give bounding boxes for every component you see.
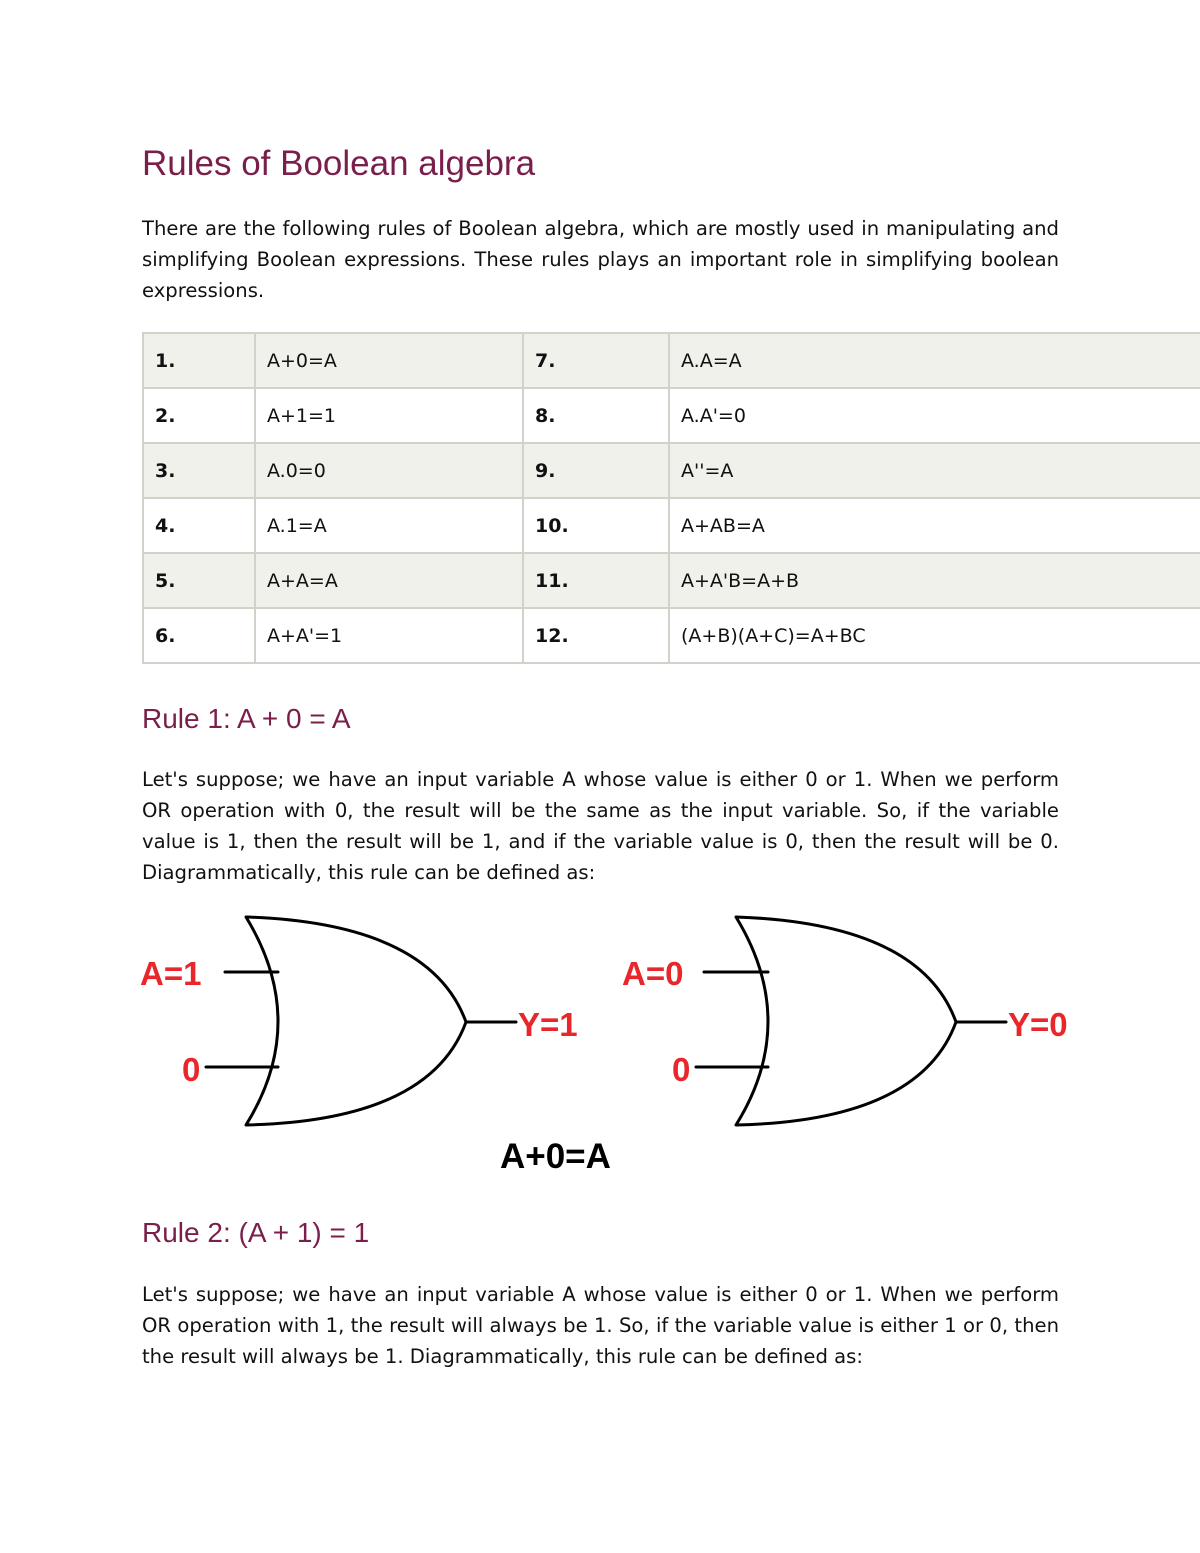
rule-number: 2. xyxy=(143,388,255,443)
or-gate-diagram xyxy=(130,905,1090,1180)
rule-number: 7. xyxy=(523,333,669,388)
rule-expression: A''=A xyxy=(669,443,1200,498)
rule-number: 10. xyxy=(523,498,669,553)
table-row xyxy=(143,608,1200,663)
rules-table xyxy=(142,332,1200,664)
page-title: Rules of Boolean algebra xyxy=(142,144,536,183)
rule-number: 1. xyxy=(143,333,255,388)
table-row xyxy=(143,333,1200,388)
gate1-input-b-label: 0 xyxy=(182,1051,201,1088)
gate1-input-a-label: A=1 xyxy=(140,955,202,992)
rule-number: 6. xyxy=(143,608,255,663)
gate1-output-label: Y=1 xyxy=(518,1006,578,1043)
diagram-caption: A+0=A xyxy=(500,1137,611,1176)
rule1-heading: Rule 1: A + 0 = A xyxy=(142,703,351,734)
rule-number: 9. xyxy=(523,443,669,498)
rule-expression: (A+B)(A+C)=A+BC xyxy=(669,608,1200,663)
rule-expression: A+0=A xyxy=(255,333,523,388)
rule-expression: A.A=A xyxy=(669,333,1200,388)
gate2-input-a-label: A=0 xyxy=(622,955,684,992)
rule2-paragraph: Let's suppose; we have an input variable A whose value is either 0 or 1. When we perform OR operation with 1, the result will always be 1. So, if the variable value is either 1 or 0, then the result will always be 1. Diagrammatically, this rule can be defined as: xyxy=(142,1283,1059,1368)
rule-number: 4. xyxy=(143,498,255,553)
table-row xyxy=(143,498,1200,553)
rule-number: 8. xyxy=(523,388,669,443)
gate2-input-b-label: 0 xyxy=(672,1051,691,1088)
table-row xyxy=(143,443,1200,498)
rule-expression: A+AB=A xyxy=(669,498,1200,553)
rule-number: 5. xyxy=(143,553,255,608)
intro-paragraph: There are the following rules of Boolean algebra, which are mostly used in manipulating and simplifying Boolean expressions. These rules plays an important role in simplifying boolean expressions. xyxy=(142,217,1059,302)
table-row xyxy=(143,553,1200,608)
or-gate-2-icon xyxy=(736,917,956,1125)
rule-number: 12. xyxy=(523,608,669,663)
rule-expression: A+A=A xyxy=(255,553,523,608)
rule2-heading: Rule 2: (A + 1) = 1 xyxy=(142,1217,370,1248)
rule-number: 3. xyxy=(143,443,255,498)
rule1-paragraph: Let's suppose; we have an input variable A whose value is either 0 or 1. When we perform OR operation with 0, the result will be the same as the input variable. So, if the variable value is 1, then the result will be 1, and if the variable value is 0, then the result will be 0. Diagrammatically, this rule can be defined as: xyxy=(142,768,1059,884)
rule-expression: A.0=0 xyxy=(255,443,523,498)
rule-expression: A+1=1 xyxy=(255,388,523,443)
rule-expression: A.1=A xyxy=(255,498,523,553)
rule-expression: A+A'=1 xyxy=(255,608,523,663)
rule-number: 11. xyxy=(523,553,669,608)
table-row xyxy=(143,388,1200,443)
or-gate-1-icon xyxy=(246,917,466,1125)
rule-expression: A+A'B=A+B xyxy=(669,553,1200,608)
gate2-output-label: Y=0 xyxy=(1008,1006,1068,1043)
rule-expression: A.A'=0 xyxy=(669,388,1200,443)
